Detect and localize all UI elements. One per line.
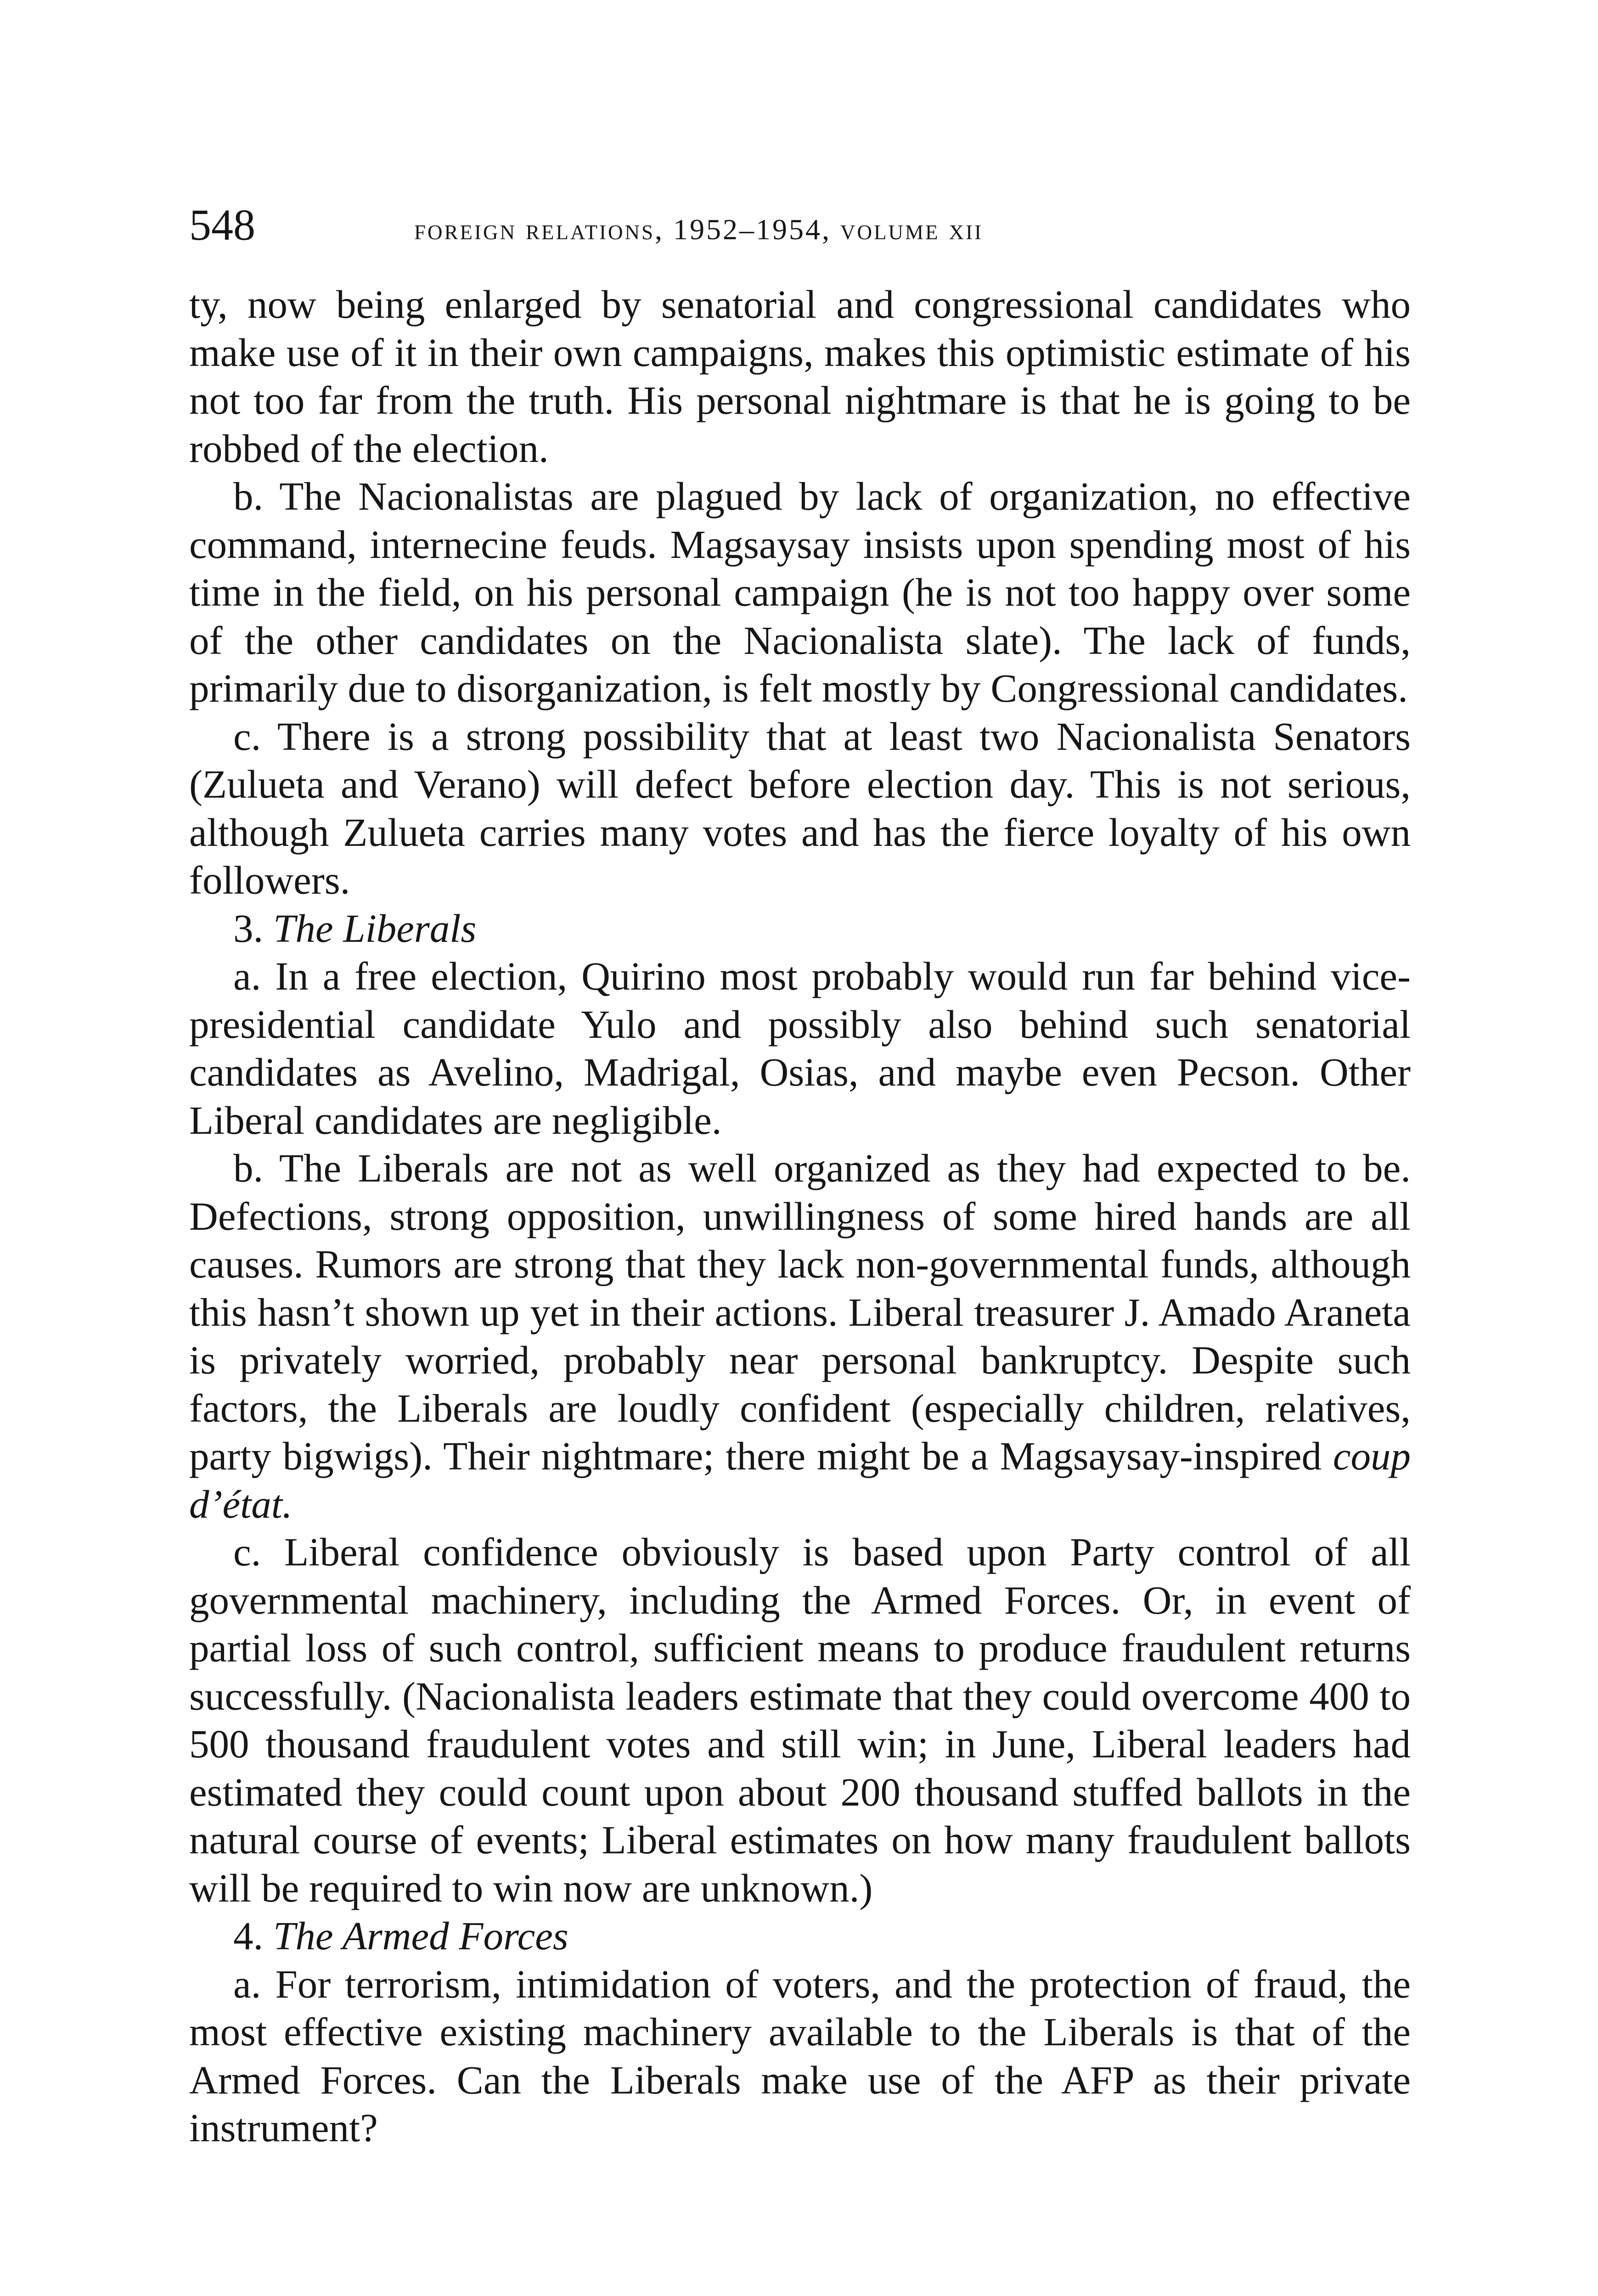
paragraph-liberals-confidence: c. Liberal confidence obviously is based upon Party control of all governmental machinery, including the Armed Forces. Or, in event of partial loss of such control, sufficient means to produce fraudulent returns successfully. (Nacionalista leaders estimate that they could overcome 400 to 500 thousand fraudulent votes and still win; in June, Liberal leaders had estimated they could count upon about 200 thousand stuffed ballots in the natural course of events; Liberal estimates on how many fraudulent ballots will be required to win now are unknown.) <box>189 1530 1411 1910</box>
running-head <box>189 197 1429 262</box>
section-number: 4. <box>233 1913 264 1958</box>
section-title: The Armed Forces <box>273 1913 568 1958</box>
section-title: The Liberals <box>273 906 477 951</box>
paragraph-nacionalistas-organization: b. The Nacionalistas are plagued by lack of organization, no effective command, internecine feuds. Magsaysay insists upon spending most of his time in the field, on his personal campaign (he is not too happy over some of the other candidates on the Nacionalista slate). The lack of funds, primarily due to disorganization, is felt mostly by Congressional candidates. <box>189 474 1411 710</box>
paragraph-liberals-election: a. In a free election, Quirino most probably would run far behind vice-presidential candidate Yulo and possibly also behind such senatorial candidates as Avelino, Madrigal, Osias, and maybe even Pecson. Other Liberal candidates are negligible. <box>189 954 1411 1142</box>
running-title: foreign relations, 1952–1954, volume xii <box>414 213 983 246</box>
section-heading-armed-forces <box>189 1912 1411 1960</box>
page-number: 548 <box>189 200 255 249</box>
paragraph-liberals-organization <box>189 1144 1411 1528</box>
italic-phrase: coup d’état. <box>189 1434 1411 1526</box>
paragraph-armed-forces: a. For terrorism, intimidation of voters, and the protection of fraud, the most effective existing machinery available to the Liberals is that of the Armed Forces. Can the Liberals make use of the AFP as their private instrument? <box>189 1961 1411 2150</box>
paragraph-nacionalistas-defection: c. There is a strong possibility that at least two Nacionalista Senators (Zulueta and Verano) will defect before election day. This is not serious, although Zulueta carries many votes and has the fierce loyalty of his own followers. <box>189 714 1411 902</box>
paragraph-text: b. The Liberals are not as well organized as they had expected to be. Defections, strong opposition, unwillingness of some hired hands are all causes. Rumors are strong that they lack non-governmental funds, although this hasn’t shown up yet in their actions. Liberal treasurer J. Amado Araneta is privately worried, probably near personal bankruptcy. Despite such factors, the Liberals are loudly confident (especially children, relatives, party bigwigs). Their nightmare; there might be a Magsaysay-inspired <box>189 1146 1411 1478</box>
paragraph-continuation: ty, now being enlarged by senatorial and congressional candidates who make use of it in their own campaigns, makes this optimistic estimate of his not too far from the truth. His personal nightmare is that he is going to be robbed of the election. <box>189 282 1411 471</box>
section-heading-liberals <box>189 905 1411 953</box>
section-number: 3. <box>233 906 264 951</box>
body-text <box>189 281 1411 2152</box>
